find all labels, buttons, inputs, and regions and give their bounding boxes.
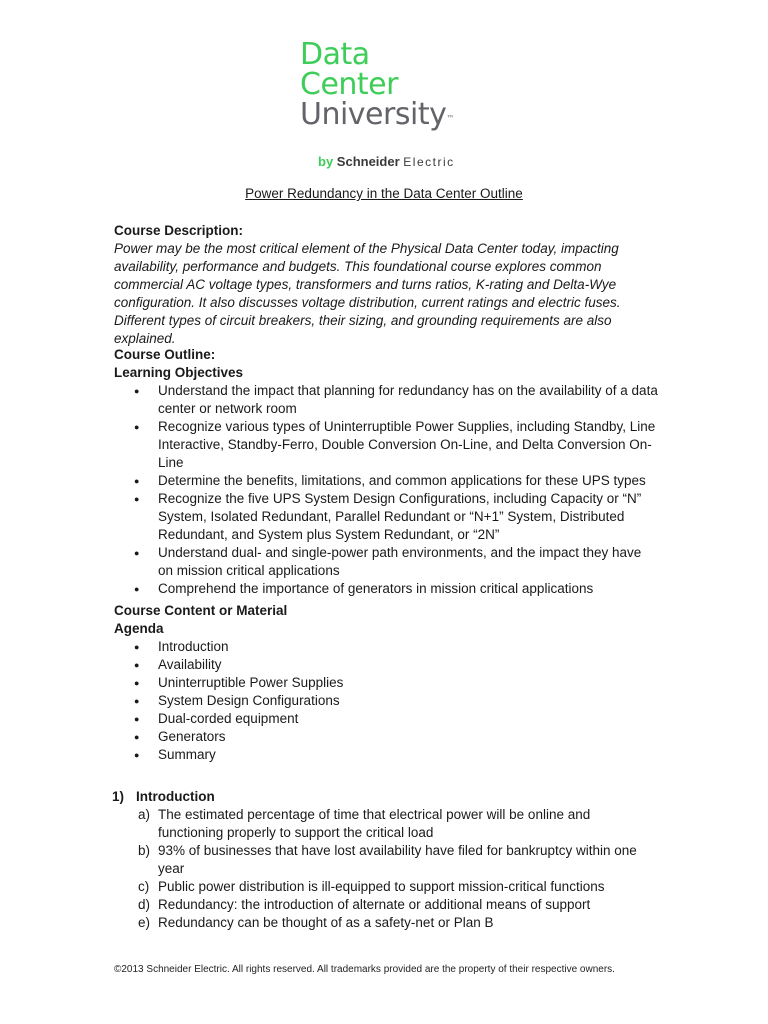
- list-item: [114, 896, 659, 914]
- course-outline: [114, 346, 659, 598]
- list-item: ● Understand dual- and single-power path environments, and the impact they have on mission critical applications: [114, 544, 659, 580]
- list-marker: a): [138, 807, 151, 822]
- logo-by: by: [318, 154, 334, 169]
- list-item: ● Introduction: [114, 638, 659, 656]
- list-item-text: Redundancy can be thought of as a safety-net or Plan B: [158, 915, 494, 930]
- document-title: Power Redundancy in the Data Center Outline: [245, 186, 523, 201]
- list-marker: b): [138, 843, 151, 858]
- course-outline-heading: Course Outline:: [114, 347, 216, 362]
- list-marker: c): [138, 879, 150, 894]
- logo: [300, 37, 470, 169]
- introduction-section: [114, 788, 659, 932]
- logo-line-center: Center: [300, 67, 398, 102]
- introduction-heading-text: Introduction: [136, 789, 215, 804]
- list-item-text: 93% of businesses that have lost availability have filed for bankruptcy within one year: [158, 843, 637, 876]
- agenda-list: [114, 638, 659, 764]
- list-marker: d): [138, 897, 151, 912]
- introduction-list: [114, 806, 659, 932]
- list-item: ● Determine the benefits, limitations, and common applications for these UPS types: [114, 472, 659, 490]
- list-item: ● Recognize various types of Uninterruptible Power Supplies, including Standby, Line Interactive, Standby-Ferro, Double Conversion On-Line, and Delta Conversion On-Line: [114, 418, 659, 472]
- list-item: ● Generators: [114, 728, 659, 746]
- list-item: ● Dual-corded equipment: [114, 710, 659, 728]
- list-item-text: Public power distribution is ill-equipped to support mission-critical functions: [158, 879, 605, 894]
- course-content-heading: Course Content or Material: [114, 603, 288, 618]
- list-item: ● Understand the impact that planning for redundancy has on the availability of a data center or network room: [114, 382, 659, 418]
- logo-byline: [318, 154, 455, 169]
- introduction-heading: [114, 788, 659, 806]
- agenda-heading: Agenda: [114, 621, 164, 636]
- list-marker: e): [138, 915, 151, 930]
- logo-university-word: University: [300, 97, 447, 132]
- course-description-text: Power may be the most critical element of the Physical Data Center today, impacting availability, performance and budgets. This foundational course explores common commercial AC voltage types, transformers and turns ratios, K-rating and Delta-Wye configuration. It also discusses voltage distribution, current ratings and electric fuses. Different types of circuit breakers, their sizing, and grounding requirements are also explained.: [114, 241, 621, 346]
- section-number: 1): [112, 789, 125, 804]
- list-item: [114, 842, 659, 878]
- learning-objectives-heading: Learning Objectives: [114, 365, 244, 380]
- course-description: [114, 222, 659, 348]
- list-item: [114, 878, 659, 896]
- list-item: ● System Design Configurations: [114, 692, 659, 710]
- list-item: ● Recognize the five UPS System Design Configurations, including Capacity or “N” System, Isolated Redundant, Parallel Redundant or “N+1” System, Distributed Redundant, and System plus System Redundant, or “2N”: [114, 490, 659, 544]
- list-item: [114, 806, 659, 842]
- logo-brand: Schneider: [336, 154, 400, 169]
- copyright-footer: ©2013 Schneider Electric. All rights reserved. All trademarks provided are the property of their respective owners.: [114, 964, 615, 975]
- list-item-text: Redundancy: the introduction of alternate or additional means of support: [158, 897, 591, 912]
- list-item: ● Uninterruptible Power Supplies: [114, 674, 659, 692]
- list-item-text: The estimated percentage of time that electrical power will be online and functioning properly to support the critical load: [158, 807, 591, 840]
- list-item: ● Availability: [114, 656, 659, 674]
- logo-line-university: [300, 97, 470, 132]
- list-item: ● Summary: [114, 746, 659, 764]
- logo-line-data: Data: [300, 37, 370, 72]
- trademark-symbol: ™: [446, 114, 454, 123]
- logo-brand-electric: Electric: [403, 155, 455, 169]
- course-description-heading: Course Description:: [114, 223, 244, 238]
- learning-objectives-list: [114, 382, 659, 598]
- list-item: [114, 914, 659, 932]
- list-item: ● Comprehend the importance of generators in mission critical applications: [114, 580, 659, 598]
- course-content: [114, 602, 659, 764]
